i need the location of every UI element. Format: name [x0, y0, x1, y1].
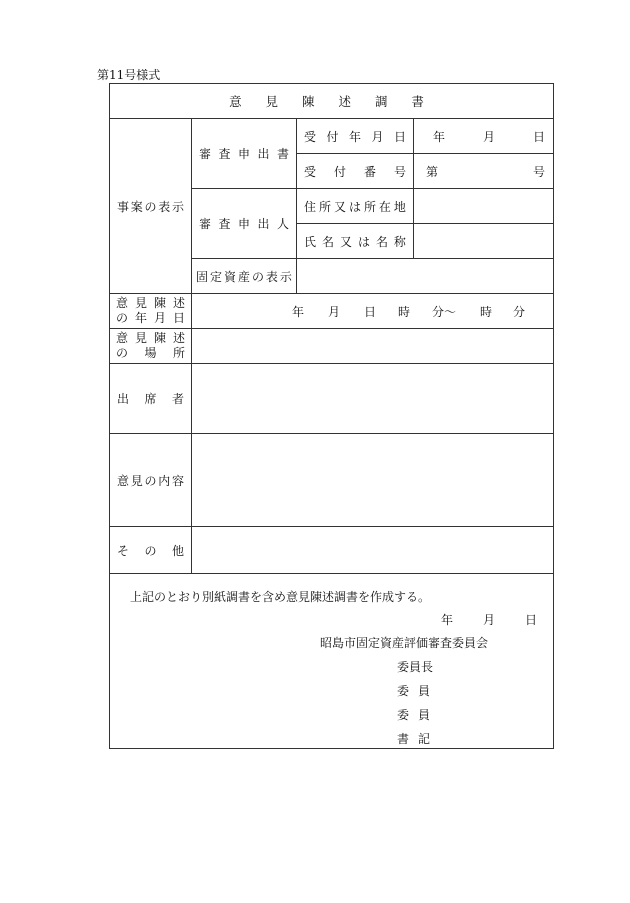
asset-label-cell: [192, 259, 297, 294]
other-label-cell: [110, 527, 192, 574]
datetime-hour-to: 時: [480, 304, 493, 319]
applicant-person-label-cell: [192, 189, 297, 259]
attendees-field[interactable]: [192, 364, 554, 434]
footer-day: 日: [524, 613, 537, 627]
footer-section: [110, 574, 554, 749]
statement-place-field[interactable]: [192, 329, 554, 364]
datetime-month: 月: [328, 304, 341, 319]
attendees-label: 出 席 者: [117, 392, 184, 406]
other-field[interactable]: [192, 527, 554, 574]
address-label-cell: [297, 189, 414, 224]
case-label-cell: [110, 119, 192, 294]
form-title: 意 見 陳 述 調 書: [110, 84, 554, 119]
received-number-label: 受 付 番 号: [304, 164, 406, 179]
footer-statement: 上記のとおり別紙調書を含め意見陳述調書を作成する。: [130, 590, 431, 604]
statement-place-label-cell: [110, 329, 192, 364]
footer-organization: 昭島市固定資産評価審査委員会: [320, 636, 489, 650]
statement-place-label-line2: の 場 所: [116, 346, 185, 360]
datetime-minute-to: 分: [513, 304, 526, 319]
received-date-field[interactable]: [414, 119, 554, 154]
statement-datetime-label-cell: [110, 294, 192, 329]
datetime-hour: 時: [398, 304, 411, 319]
asset-label: 固 定 資 産 の 表 示: [196, 269, 292, 284]
received-date-label: 受 付 年 月 日: [304, 129, 406, 144]
statement-datetime-label-line1: 意 見 陳 述: [116, 296, 185, 310]
statement-datetime-label-line2: の 年 月 日: [116, 311, 185, 325]
footer-year: 年: [440, 613, 453, 627]
statement-place-label-line1: 意 見 陳 述: [116, 331, 185, 345]
footer-chair: 委 員 長: [397, 660, 434, 674]
asset-field[interactable]: [297, 259, 554, 294]
opinion-field[interactable]: [192, 434, 554, 527]
name-label-cell: [297, 224, 414, 259]
footer-date: [441, 611, 537, 628]
number-prefix: 第: [426, 164, 439, 179]
received-date-label-cell: [297, 119, 414, 154]
datetime-year: 年: [292, 304, 305, 319]
other-label: そ の 他: [117, 543, 184, 558]
form-number: 第11号様式: [97, 68, 161, 82]
received-number-field[interactable]: [414, 154, 554, 189]
footer-clerk: 書 記: [397, 732, 430, 746]
year-unit: 年: [432, 129, 445, 144]
opinion-label-cell: [110, 434, 192, 527]
received-number-label-cell: [297, 154, 414, 189]
footer-month: 月: [482, 613, 495, 627]
address-label: 住 所 又 は 所 在 地: [304, 199, 406, 214]
footer-member-2: 委 員: [397, 708, 430, 722]
datetime-minute-from: 分〜: [432, 304, 457, 319]
applicant-doc-label-cell: [192, 119, 297, 189]
opinion-label: 意 見 の 内 容: [117, 473, 184, 488]
name-field[interactable]: [414, 224, 554, 259]
datetime-day: 日: [364, 304, 377, 319]
case-label: 事 案 の 表 示: [117, 199, 184, 214]
address-field[interactable]: [414, 189, 554, 224]
day-unit: 日: [532, 129, 545, 144]
statement-record-form: [109, 83, 554, 749]
statement-datetime-field[interactable]: [192, 294, 554, 329]
attendees-label-cell: [110, 364, 192, 434]
applicant-doc-label: 審 査 申 出 書: [199, 147, 289, 161]
month-unit: 月: [482, 129, 495, 144]
number-suffix: 号: [532, 164, 545, 179]
name-label: 氏 名 又 は 名 称: [304, 234, 406, 249]
applicant-person-label: 審 査 申 出 人: [199, 217, 289, 231]
footer-member-1: 委 員: [397, 684, 430, 698]
